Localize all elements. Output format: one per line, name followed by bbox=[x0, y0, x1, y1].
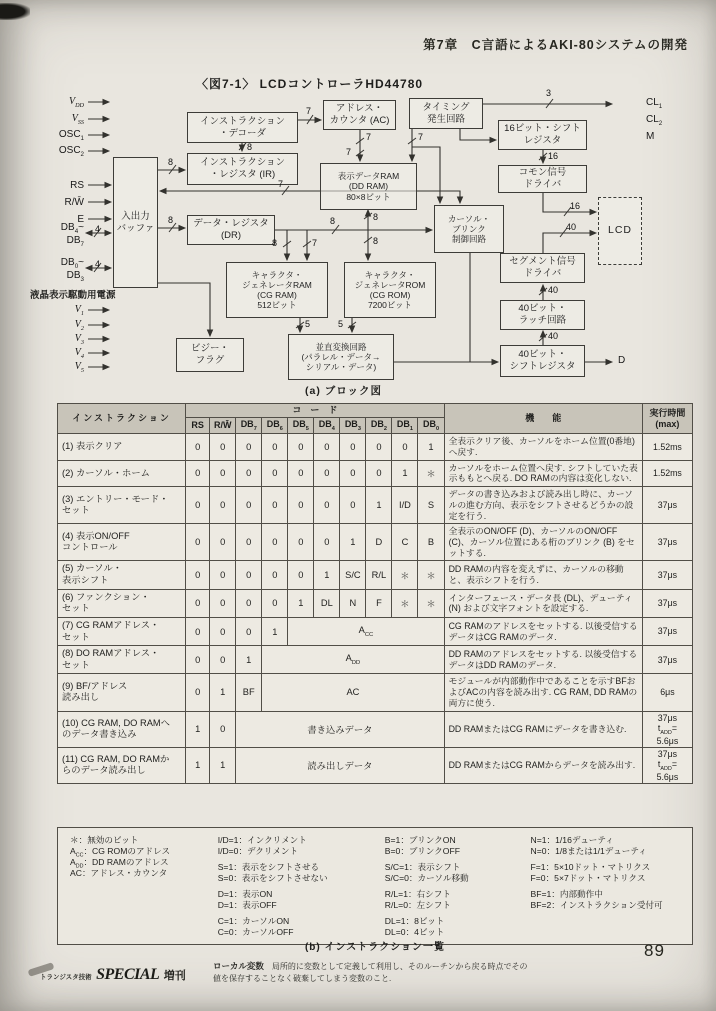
instruction-table-wrap bbox=[57, 403, 694, 784]
execution-time: 37μs bbox=[642, 589, 692, 617]
execution-time: 1.52ms bbox=[642, 434, 692, 460]
pin-v4: $V_4$ bbox=[74, 347, 84, 360]
function-description: DD RAMまたはCG RAMにデータを書き込む. bbox=[444, 711, 642, 747]
code-bit: 1 bbox=[210, 747, 236, 783]
function-description: DD RAMのアドレスをセットする. 以後受信するデータはDD RAMのデータ. bbox=[444, 646, 642, 674]
code-bit: D bbox=[366, 524, 392, 561]
code-bit: 0 bbox=[210, 487, 236, 524]
code-bit: 1 bbox=[340, 524, 366, 561]
execution-time: 1.52ms bbox=[642, 460, 692, 486]
code-bit: 0 bbox=[288, 561, 314, 589]
pin-cl2: $CL_2$ bbox=[646, 114, 663, 127]
instruction-name: (6) ファンクション・ セット bbox=[58, 589, 186, 617]
instruction-table-body bbox=[58, 434, 693, 784]
col-header-bit: $DB_5$ bbox=[288, 417, 314, 433]
code-bit: 1 bbox=[210, 674, 236, 711]
legend-entry: AC：アドレス・カウンタ bbox=[70, 868, 168, 878]
margin-footnote bbox=[213, 960, 529, 986]
code-bit: 0 bbox=[236, 561, 262, 589]
legend-column bbox=[531, 835, 686, 938]
pin-v1: $V_1$ bbox=[74, 304, 84, 317]
code-bit: 0 bbox=[340, 460, 366, 486]
legend-entry: D=1：表示ON bbox=[217, 889, 273, 899]
bus-width-label: 7 bbox=[278, 179, 284, 189]
legend-entry: BF=2：インストラクション受付可 bbox=[530, 900, 663, 910]
legend-entry: R/L=0：左シフト bbox=[384, 900, 451, 910]
code-bit: 1 bbox=[262, 617, 288, 645]
legend-column bbox=[385, 835, 531, 938]
bus-width-label: 8 bbox=[168, 157, 174, 167]
pin-rw: R/W̄ bbox=[64, 197, 84, 208]
instruction-name: (4) 表示ON/OFF コントロール bbox=[58, 524, 186, 561]
code-bit: 0 bbox=[366, 434, 392, 460]
pin-db4-db7: $DB_4\sim$ $DB_7$ bbox=[60, 222, 84, 249]
bus-width-label: 40 bbox=[548, 285, 559, 295]
code-bit: 0 bbox=[236, 617, 262, 645]
code-bit: 1 bbox=[392, 460, 418, 486]
instruction-name: (3) エントリー・モード・ セット bbox=[58, 487, 186, 524]
bus-width-label: 16 bbox=[570, 201, 581, 211]
pin-db0-db3: $DB_0\sim$ $DB_3$ bbox=[60, 257, 84, 284]
function-description: カーソルをホーム位置へ戻す. シフトしていた表示ももとへ戻る. DO RAMの内容は変化しない. bbox=[444, 460, 642, 486]
bus-width-label: 8 bbox=[373, 212, 379, 222]
code-bit: ＊ bbox=[418, 589, 444, 617]
code-bit: ＊ bbox=[392, 561, 418, 589]
code-bit: 書き込みデータ bbox=[236, 711, 444, 747]
pin-osc2: $OSC_2$ bbox=[58, 145, 84, 158]
code-bit: R/L bbox=[366, 561, 392, 589]
instruction-row bbox=[58, 589, 693, 617]
col-header-instruction: インストラクション bbox=[58, 404, 186, 434]
pin-v2: $V_2$ bbox=[74, 319, 84, 332]
code-bit: 0 bbox=[262, 524, 288, 561]
legend-entry: S/C=1：表示シフト bbox=[384, 862, 461, 872]
bus-width-label: 7 bbox=[312, 238, 318, 248]
code-bit: 0 bbox=[236, 460, 262, 486]
legend-entry: DL=0：4ビット bbox=[384, 927, 445, 937]
execution-time: 37μs bbox=[642, 561, 692, 589]
legend-entry: S=0：表示をシフトさせない bbox=[217, 873, 328, 883]
legend-entry: C=1：カーソルON bbox=[217, 916, 290, 926]
code-bit: 0 bbox=[262, 561, 288, 589]
code-bit: 0 bbox=[210, 646, 236, 674]
instruction-row bbox=[58, 674, 693, 711]
logo-pre-text: トランジスタ技術 bbox=[40, 974, 92, 981]
instruction-name: (1) 表示クリア bbox=[58, 434, 186, 460]
col-header-bit: RS bbox=[186, 417, 210, 433]
page-number: 89 bbox=[644, 941, 665, 960]
bus-width-label: 8 bbox=[247, 142, 253, 152]
instruction-row bbox=[58, 460, 693, 486]
instruction-name: (7) CG RAMアドレス・ セット bbox=[58, 617, 186, 645]
code-bit: 0 bbox=[262, 589, 288, 617]
pin-vss: $V_{SS}$ bbox=[71, 113, 84, 126]
code-bit: 読み出しデータ bbox=[236, 747, 444, 783]
block-cursor-blink-control: カーソル・ ブリンク 制御回路 bbox=[434, 205, 504, 253]
code-bit: 0 bbox=[210, 434, 236, 460]
block-io-buffer: 入出力 バッファ bbox=[113, 157, 158, 288]
code-bit: 0 bbox=[186, 646, 210, 674]
code-bit: 0 bbox=[210, 589, 236, 617]
code-bit: 0 bbox=[210, 524, 236, 561]
instruction-row bbox=[58, 646, 693, 674]
code-bit: N bbox=[340, 589, 366, 617]
code-bit: F bbox=[366, 589, 392, 617]
bus-width-label: 7 bbox=[418, 132, 424, 142]
function-description: DD RAMまたはCG RAMからデータを読み出す. bbox=[444, 747, 642, 783]
code-bit: $A_{CC}$ bbox=[288, 617, 444, 645]
instruction-row bbox=[58, 561, 693, 589]
code-bit: 1 bbox=[366, 487, 392, 524]
code-bit: 0 bbox=[288, 434, 314, 460]
code-bit: 1 bbox=[186, 711, 210, 747]
block-segment-driver: セグメント信号 ドライバ bbox=[500, 253, 585, 283]
figure-title: 〈図7-1〉 LCDコントローラHD44780 bbox=[196, 77, 424, 91]
instruction-row bbox=[58, 487, 693, 524]
logo-suffix-text: 増刊 bbox=[163, 970, 186, 982]
function-description: CG RAMのアドレスをセットする. 以後受信するデータはCG RAMのデータ. bbox=[444, 617, 642, 645]
code-bit: 0 bbox=[236, 524, 262, 561]
legend-entry: ＊：無効のビット bbox=[70, 835, 139, 845]
legend-entry: I/D=1：インクリメント bbox=[217, 835, 307, 845]
execution-time: 37μs $t_{ADD}=$ 5.6μs bbox=[642, 747, 692, 783]
code-bit: 0 bbox=[210, 561, 236, 589]
legend-entry: BF=1：内部動作中 bbox=[530, 889, 603, 899]
col-header-function: 機 能 bbox=[444, 404, 642, 434]
code-bit: 0 bbox=[236, 589, 262, 617]
legend-entry: C=0：カーソルOFF bbox=[217, 927, 294, 937]
bus-width-label: 16 bbox=[548, 151, 559, 161]
block-address-counter: アドレス・ カウンタ (AC) bbox=[323, 100, 396, 130]
legend-entry: S/C=0：カーソル移動 bbox=[384, 873, 469, 883]
instruction-name: (8) DO RAMアドレス・ セット bbox=[58, 646, 186, 674]
legend-entry: D=1：表示OFF bbox=[217, 900, 277, 910]
code-bit: 0 bbox=[314, 487, 340, 524]
code-bit: 1 bbox=[418, 434, 444, 460]
legend-entry: N=1：1/16デューティ bbox=[530, 835, 614, 845]
instruction-row bbox=[58, 434, 693, 460]
bus-width-label: 7 bbox=[366, 132, 372, 142]
function-description: インターフェース・データ長 (DL)、デューティ (N) および文字フォントを設定する. bbox=[444, 589, 642, 617]
code-bit: 0 bbox=[210, 460, 236, 486]
pin-rs: RS bbox=[70, 180, 84, 191]
logo-special-text: SPECIAL bbox=[96, 966, 160, 983]
col-header-bit: $DB_4$ bbox=[314, 417, 340, 433]
instruction-name: (11) CG RAM, DO RAMか らのデータ読み出し bbox=[58, 747, 186, 783]
code-bit: 0 bbox=[186, 524, 210, 561]
col-header-code: コ ー ド bbox=[186, 404, 444, 418]
pin-e: E bbox=[77, 214, 84, 225]
execution-time: 37μs bbox=[642, 487, 692, 524]
bus-width-label: 40 bbox=[548, 331, 559, 341]
code-bit: 0 bbox=[340, 487, 366, 524]
code-bit: 0 bbox=[366, 460, 392, 486]
block-timing-generator: タイミング 発生回路 bbox=[409, 98, 483, 129]
code-bit: ＊ bbox=[418, 460, 444, 486]
code-bit: 0 bbox=[186, 561, 210, 589]
bus-width-label: 5 bbox=[338, 319, 344, 329]
chapter-header: 第7章 C言語によるAKI-80システムの開発 bbox=[423, 38, 688, 52]
code-bit: 0 bbox=[314, 524, 340, 561]
pin-osc1: $OSC_1$ bbox=[58, 129, 84, 142]
legend-entry: DL=1：8ビット bbox=[384, 916, 445, 926]
code-bit: 0 bbox=[186, 674, 210, 711]
bus-width-label: 8 bbox=[330, 216, 336, 226]
legend-entry: $A_{CC}$：CG ROMのアドレス bbox=[70, 846, 171, 859]
block-40bit-latch: 40ビット・ ラッチ回路 bbox=[500, 300, 585, 330]
bus-width-label: 4 bbox=[95, 259, 101, 269]
execution-time: 37μs bbox=[642, 617, 692, 645]
pin-v5: $V_5$ bbox=[74, 361, 84, 374]
code-bit: 0 bbox=[340, 434, 366, 460]
instruction-row bbox=[58, 711, 693, 747]
block-dd-ram: 表示データRAM (DD RAM) 80×8ビット bbox=[320, 163, 417, 210]
code-bit: AC bbox=[262, 674, 444, 711]
legend-entry: F=1：5×10ドット・マトリクス bbox=[530, 862, 651, 872]
block-cg-ram: キャラクタ・ ジェネレータRAM (CG RAM) 512ビット bbox=[226, 262, 328, 318]
function-description: 全表示クリア後、カーソルをホーム位置(0番地)へ戻す. bbox=[444, 434, 642, 460]
pin-v3: $V_3$ bbox=[74, 333, 84, 346]
legend-box bbox=[57, 827, 693, 945]
bus-width-label: 8 bbox=[272, 238, 278, 248]
footnote-term: ローカル変数 bbox=[213, 961, 264, 971]
col-header-bit: $DB_7$ bbox=[236, 417, 262, 433]
function-description: モジュールが内部動作中であることを示すBFおよびACの内容を読み出す. CG RAM, DD RAMの両方に使う. bbox=[444, 674, 642, 711]
code-bit: 0 bbox=[314, 460, 340, 486]
code-bit: I/D bbox=[392, 487, 418, 524]
code-bit: S bbox=[418, 487, 444, 524]
code-bit: 0 bbox=[262, 487, 288, 524]
caption-instruction-list: (b) インストラクション一覧 bbox=[304, 942, 446, 953]
legend-entry: S=1：表示をシフトさせる bbox=[217, 862, 320, 872]
code-bit: 0 bbox=[186, 460, 210, 486]
legend-column bbox=[70, 835, 218, 938]
code-bit: 1 bbox=[186, 747, 210, 783]
execution-time: 6μs bbox=[642, 674, 692, 711]
code-bit: 0 bbox=[210, 617, 236, 645]
col-header-exec-time: 実行時間 (max) bbox=[642, 404, 692, 434]
code-bit: 0 bbox=[288, 524, 314, 561]
block-lcd: LCD bbox=[598, 197, 642, 265]
footnote-definition: 局所的に変数として定義して利用し、そのルーチンから戻る時点でその値を保存することなく破棄してしまう変数のこと. bbox=[213, 962, 528, 984]
code-bit: S/C bbox=[340, 561, 366, 589]
code-bit: 0 bbox=[392, 434, 418, 460]
bus-width-label: 40 bbox=[566, 222, 577, 232]
bus-width-label: 4 bbox=[95, 224, 101, 234]
function-description: 全表示のON/OFF (D)、カーソルのON/OFF (C)、カーソル位置にある桁のブリンク (B) をセットする. bbox=[444, 524, 642, 561]
execution-time: 37μs $t_{ADD}=$ 5.6μs bbox=[642, 711, 692, 747]
block-instruction-register: インストラクション ・レジスタ (IR) bbox=[187, 153, 298, 185]
function-description: DD RAMの内容を変えずに、カーソルの移動と、表示シフトを行う. bbox=[444, 561, 642, 589]
pin-vdd: $V_{DD}$ bbox=[68, 96, 84, 109]
code-bit: 0 bbox=[186, 589, 210, 617]
code-bit: BF bbox=[236, 674, 262, 711]
code-bit: 0 bbox=[288, 460, 314, 486]
block-common-driver: コモン信号 ドライバ bbox=[498, 165, 587, 193]
block-data-register: データ・レジスタ (DR) bbox=[187, 215, 275, 245]
code-bit: 0 bbox=[262, 460, 288, 486]
pin-cl1: $CL_1$ bbox=[646, 97, 663, 110]
code-bit: 0 bbox=[288, 487, 314, 524]
code-bit: ＊ bbox=[418, 561, 444, 589]
code-bit: 0 bbox=[236, 434, 262, 460]
bus-width-label: 3 bbox=[546, 88, 552, 98]
bus-width-label: 7 bbox=[306, 106, 312, 116]
block-40bit-shift-register: 40ビット・ シフトレジスタ bbox=[500, 345, 585, 377]
instruction-row bbox=[58, 524, 693, 561]
code-bit: B bbox=[418, 524, 444, 561]
code-bit: 0 bbox=[186, 617, 210, 645]
legend-entry: B=1：ブリンクON bbox=[384, 835, 456, 845]
instruction-table bbox=[57, 403, 693, 784]
pin-d: D bbox=[618, 355, 626, 366]
execution-time: 37μs bbox=[642, 524, 692, 561]
code-bit: 0 bbox=[314, 434, 340, 460]
legend-entry: N=0：1/8または1/1デューティ bbox=[530, 846, 647, 856]
code-bit: 0 bbox=[262, 434, 288, 460]
block-busy-flag: ビジー・ フラグ bbox=[176, 338, 244, 372]
block-16bit-shift-register: 16ビット・シフト レジスタ bbox=[498, 120, 587, 150]
code-bit: C bbox=[392, 524, 418, 561]
function-description: データの書き込みおよび読み出し時に、カーソルの進む方向、表示をシフトさせるどうかの設定を行う. bbox=[444, 487, 642, 524]
col-header-bit: $DB_1$ bbox=[392, 417, 418, 433]
code-bit: 0 bbox=[186, 487, 210, 524]
instruction-row bbox=[58, 617, 693, 645]
code-bit: $A_{DD}$ bbox=[262, 646, 444, 674]
legend-entry: B=0：ブリンクOFF bbox=[384, 846, 460, 856]
code-bit: ＊ bbox=[392, 589, 418, 617]
block-parallel-serial-converter: 並直変換回路 (パラレル・データ→ シリアル・データ) bbox=[288, 334, 394, 380]
bus-width-label: 7 bbox=[346, 147, 352, 157]
code-bit: 1 bbox=[236, 646, 262, 674]
bus-width-label: 8 bbox=[168, 215, 174, 225]
code-bit: 0 bbox=[236, 487, 262, 524]
block-diagram bbox=[0, 0, 716, 402]
execution-time: 37μs bbox=[642, 646, 692, 674]
col-header-bit: R/W̄ bbox=[210, 417, 236, 433]
col-header-bit: $DB_2$ bbox=[366, 417, 392, 433]
legend-entry: $A_{DD}$：DD RAMのアドレス bbox=[70, 857, 169, 870]
bus-width-label: 8 bbox=[373, 236, 379, 246]
legend-column bbox=[218, 835, 385, 938]
col-header-bit: $DB_0$ bbox=[418, 417, 444, 433]
code-bit: 0 bbox=[186, 434, 210, 460]
lcd-power-label: 液晶表示駆動用電源 bbox=[30, 290, 116, 301]
code-bit: 1 bbox=[288, 589, 314, 617]
block-cg-rom: キャラクタ・ ジェネレータROM (CG ROM) 7200ビット bbox=[344, 262, 436, 318]
block-instruction-decoder: インストラクション ・デコーダ bbox=[187, 112, 298, 143]
legend-entry: I/D=0：デクリメント bbox=[217, 846, 299, 856]
instruction-name: (5) カーソル・ 表示シフト bbox=[58, 561, 186, 589]
code-bit: 0 bbox=[210, 711, 236, 747]
bus-width-label: 5 bbox=[305, 319, 311, 329]
code-bit: DL bbox=[314, 589, 340, 617]
instruction-name: (10) CG RAM, DO RAMへ のデータ書き込み bbox=[58, 711, 186, 747]
code-bit: 1 bbox=[314, 561, 340, 589]
col-header-bit: $DB_6$ bbox=[262, 417, 288, 433]
legend-entry: F=0：5×7ドット・マトリクス bbox=[530, 873, 646, 883]
pin-m: M bbox=[646, 131, 655, 142]
publisher-logo bbox=[40, 966, 186, 984]
instruction-row bbox=[58, 747, 693, 783]
instruction-name: (2) カーソル・ホーム bbox=[58, 460, 186, 486]
legend-entry: R/L=1：右シフト bbox=[384, 889, 451, 899]
caption-block-diagram: (a) ブロック図 bbox=[305, 385, 383, 397]
instruction-name: (9) BF/アドレス 読み出し bbox=[58, 674, 186, 711]
col-header-bit: $DB_3$ bbox=[340, 417, 366, 433]
